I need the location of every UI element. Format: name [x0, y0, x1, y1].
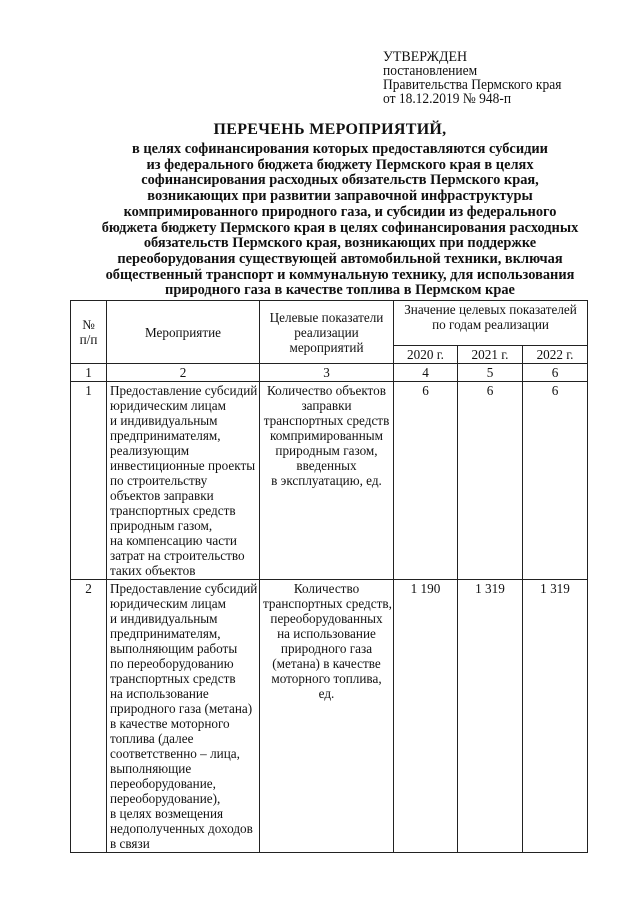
row-number: 1: [71, 382, 107, 580]
subtitle-line: общественный транспорт и коммунальную технику, для использования: [105, 266, 575, 283]
header-year-2022: 2022 г.: [523, 346, 588, 364]
col-number: 6: [523, 364, 588, 382]
row-value-2021: 1 319: [458, 580, 523, 853]
row-value-2020: 6: [394, 382, 458, 580]
header-event: Мероприятие: [107, 301, 260, 364]
row-target: Количество транспортных средств, переоборудованных на использование природного газа (метана) в качестве моторного топлива, ед.: [260, 580, 394, 853]
subtitle-line: компримированного природного газа, и субсидии из федерального: [123, 203, 557, 220]
table-row: [71, 580, 588, 853]
col-number: 5: [458, 364, 523, 382]
document-title: ПЕРЕЧЕНЬ МЕРОПРИЯТИЙ,: [213, 121, 447, 138]
events-table: [70, 300, 588, 853]
column-numbers-row: [71, 364, 588, 382]
header-targets: Целевые показатели реализации мероприятий: [260, 301, 394, 364]
header-year-2020: 2020 г.: [394, 346, 458, 364]
row-value-2020: 1 190: [394, 580, 458, 853]
row-value-2021: 6: [458, 382, 523, 580]
row-event: Предоставление субсидий юридическим лицам и индивидуальным предпринимателям, реализующим инвестиционные проекты по строительству объектов заправки транспортных средств природным газом, на компенсацию части затрат на строительство таких объектов: [107, 382, 260, 580]
subtitle-line: переоборудования существующей автомобильной техники, включая: [117, 250, 563, 267]
header-num: № п/п: [71, 301, 107, 364]
row-target: Количество объектов заправки транспортных средств компримированным природным газом, введенных в эксплуатацию, ед.: [260, 382, 394, 580]
subtitle-line: обязательств Пермского края, возникающих при поддержке: [143, 235, 537, 252]
row-number: 2: [71, 580, 107, 853]
col-number: 2: [107, 364, 260, 382]
table-header-row: [71, 301, 588, 346]
header-year-2021: 2021 г.: [458, 346, 523, 364]
col-number: 1: [71, 364, 107, 382]
subtitle-line: из федерального бюджета бюджету Пермского края в целях: [146, 156, 534, 173]
table-row: [71, 382, 588, 580]
approval-stamp: [383, 50, 606, 106]
subtitle-line: природного газа в качестве топлива в Пермском крае: [165, 282, 515, 299]
row-value-2022: 1 319: [523, 580, 588, 853]
approval-title: УТВЕРЖДЕН: [383, 49, 468, 65]
approval-line: постановлением: [383, 63, 478, 79]
col-number: 4: [394, 364, 458, 382]
row-event: Предоставление субсидий юридическим лицам и индивидуальным предпринимателям, выполняющим работы по переоборудованию транспортных средств на использование природного газа (метана) в качестве моторного топлива (далее соответственно – лица, выполняющие переоборудование, переоборудование), в целях возмещения недополученных доходов в связи: [107, 580, 260, 853]
subtitle-line: возникающих при развитии заправочной инфраструктуры: [147, 188, 533, 205]
approval-line: Правительства Пермского края: [383, 77, 562, 93]
header-values-group: Значение целевых показателей по годам реализации: [394, 301, 588, 346]
approval-date: от 18.12.2019 № 948-п: [383, 91, 512, 107]
subtitle-line: бюджета бюджету Пермского края в целях софинансирования расходных: [101, 219, 579, 236]
document-subtitle: [60, 142, 620, 299]
row-value-2022: 6: [523, 382, 588, 580]
subtitle-line: софинансирования расходных обязательств Пермского края,: [141, 172, 539, 189]
col-number: 3: [260, 364, 394, 382]
subtitle-line: в целях софинансирования которых предоставляются субсидии: [132, 141, 548, 157]
